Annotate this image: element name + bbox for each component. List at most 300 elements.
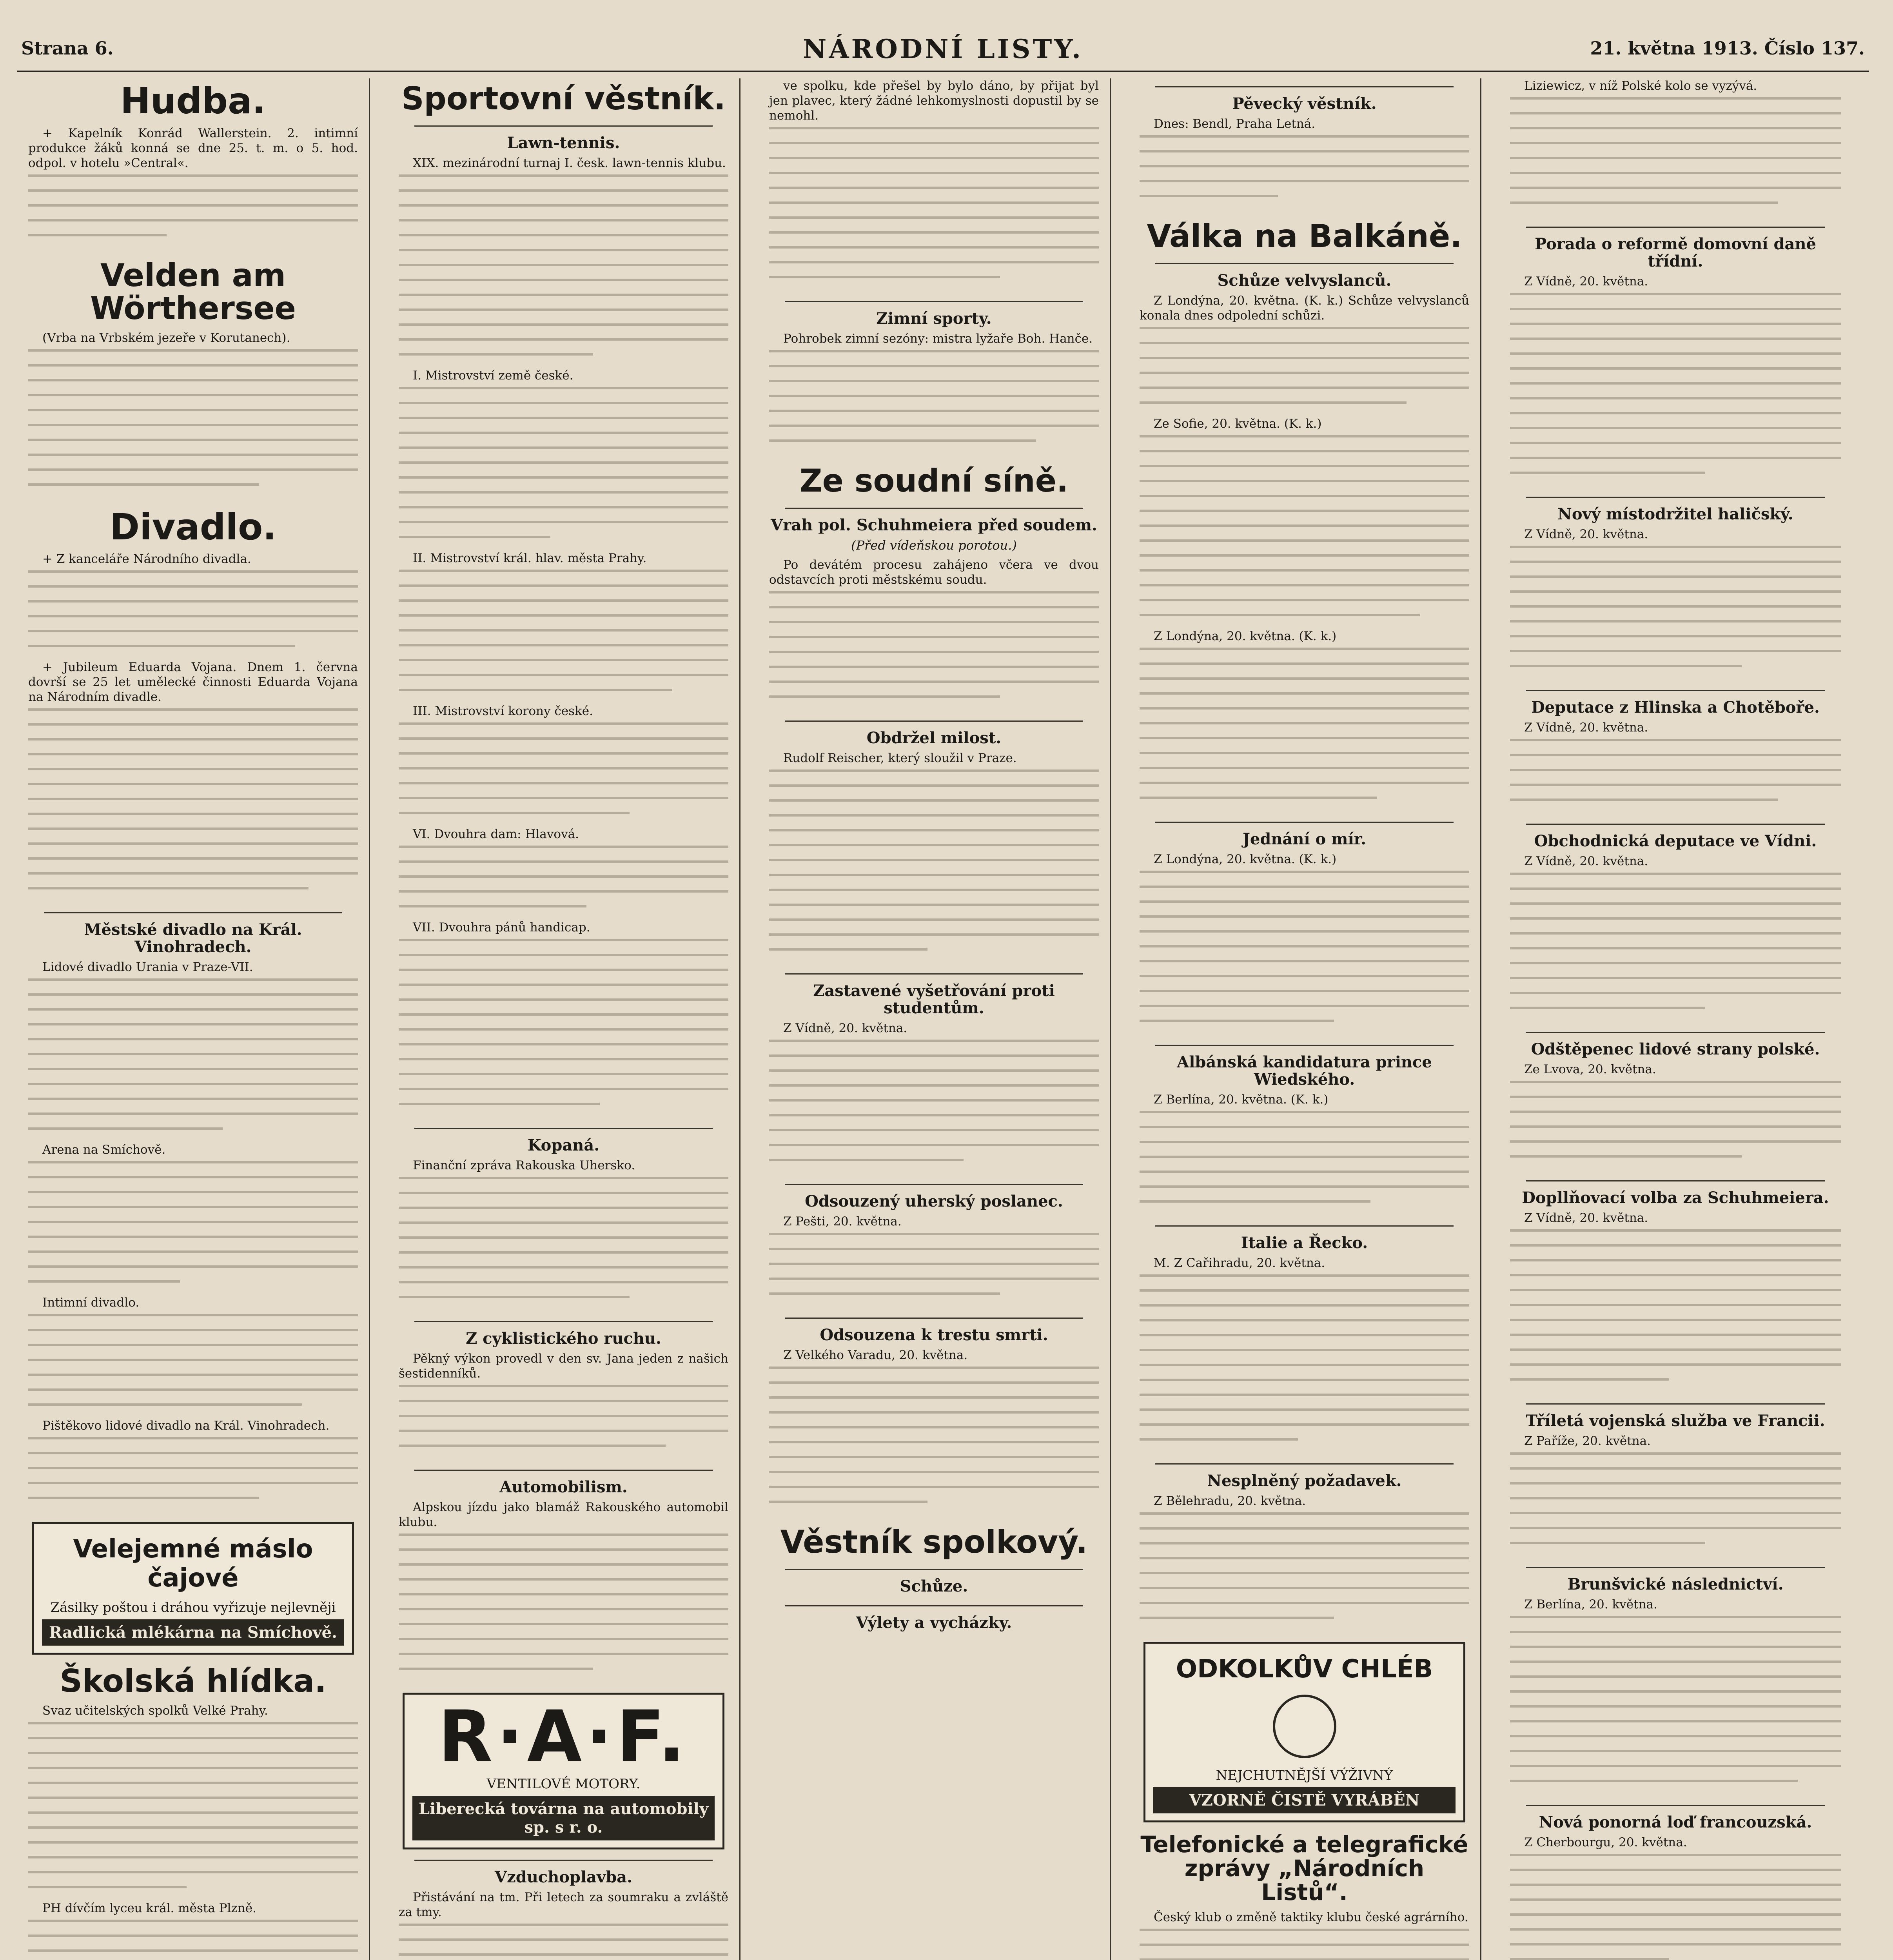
text-line [399, 1013, 728, 1028]
paragraph: Alpskou jízdu jako blamáž Rakouského automobil klubu. [399, 1500, 728, 1529]
text-line [28, 1265, 358, 1280]
text-line [1510, 1081, 1841, 1096]
emblem-icon [1273, 1695, 1336, 1758]
paragraph: Arena na Smíchově. [42, 1143, 166, 1157]
text-line [1140, 401, 1407, 416]
text-line [399, 998, 728, 1013]
text-line [1510, 1869, 1841, 1884]
text-line [769, 1367, 1099, 1381]
text-line [769, 918, 1099, 933]
divider [1155, 86, 1454, 87]
text-line [1510, 1765, 1841, 1780]
text-line [1510, 97, 1841, 112]
text-line [28, 1329, 358, 1344]
text-line [1510, 739, 1841, 754]
text-line [769, 276, 1000, 291]
text-line [28, 1920, 358, 1935]
text-line [769, 1471, 1099, 1486]
text-line [1140, 372, 1469, 387]
text-line [28, 1236, 358, 1250]
text-line [1140, 1602, 1469, 1617]
text-line [1510, 172, 1841, 187]
paragraph: PH dívčím lyceu král. města Plzně. [42, 1901, 256, 1916]
text-line [28, 570, 358, 585]
text-line [769, 127, 1099, 142]
divider [1526, 1805, 1825, 1806]
text-line [1140, 1141, 1469, 1156]
text-line [399, 1221, 728, 1236]
text-line [1140, 1512, 1469, 1527]
text-line [1510, 1497, 1841, 1512]
text-line [1510, 1348, 1841, 1363]
article-headline: Vrah pol. Schuhmeiera před soudem. [771, 516, 1097, 534]
text-line [399, 570, 728, 584]
text-line [1140, 524, 1469, 539]
text-line [1510, 784, 1841, 799]
divider [1526, 227, 1825, 228]
text-line [1510, 1690, 1841, 1705]
paragraph: Český klub o změně taktiky klubu české agrárního. [1154, 1910, 1468, 1924]
text-line [1140, 871, 1469, 886]
text-line [1510, 1661, 1841, 1675]
text-line [399, 219, 728, 234]
text-line [1510, 620, 1841, 635]
article-headline: Odsouzena k trestu smrti. [820, 1326, 1048, 1344]
divider [785, 720, 1083, 722]
text-line [28, 1053, 358, 1068]
paragraph: Ze Lvova, 20. května. [1524, 1062, 1656, 1076]
text-line [399, 491, 728, 506]
text-line [1510, 1289, 1841, 1304]
article [1510, 1032, 1841, 1170]
section-heading: Sportovní věstník. [401, 80, 726, 117]
text-line [28, 1388, 358, 1403]
text-line [1140, 495, 1469, 510]
text-line [769, 1456, 1099, 1471]
text-line [1140, 990, 1469, 1005]
text-line [28, 798, 358, 813]
text-line [1140, 930, 1469, 945]
text-line [399, 189, 728, 204]
divider [1526, 1567, 1825, 1568]
text-line [1510, 1943, 1841, 1958]
divider [1155, 1045, 1454, 1046]
text-line [28, 1221, 358, 1236]
text-line [28, 424, 358, 439]
article [1510, 497, 1841, 680]
section-heading: Telefonické a telegrafické zprávy „Národních Listů“. [1140, 1831, 1468, 1906]
text-line [399, 1668, 593, 1682]
article-headline: Obchodnická deputace ve Vídni. [1534, 832, 1817, 850]
text-line [399, 875, 728, 890]
divider [785, 973, 1083, 975]
text-line [769, 1501, 927, 1515]
text-line [399, 1563, 728, 1578]
text-line [1140, 648, 1469, 662]
newspaper-title: NÁRODNÍ LISTY. [803, 34, 1083, 64]
text-line [769, 231, 1099, 246]
text-line [28, 1856, 358, 1871]
columns [17, 78, 1869, 1960]
text-line [1140, 569, 1469, 584]
article [1510, 1567, 1841, 1795]
text-line [1140, 1200, 1370, 1215]
article-headline: Nesplněný požadavek. [1207, 1472, 1402, 1490]
text-line [1510, 112, 1841, 127]
article-headline: Brunšvické následnictví. [1567, 1575, 1784, 1593]
article [1140, 822, 1469, 1034]
text-line [769, 142, 1099, 157]
text-line [1510, 1928, 1841, 1943]
text-line [769, 157, 1099, 172]
text-line [28, 1797, 358, 1811]
advertisement-butter [32, 1522, 354, 1655]
text-line [28, 600, 358, 615]
text-line [399, 1281, 728, 1296]
text-line [1140, 797, 1377, 811]
text-line [1140, 150, 1469, 165]
article [1510, 1805, 1841, 1960]
text-line [1140, 1334, 1469, 1349]
article-headline: Automobilism. [499, 1478, 628, 1496]
text-line [1140, 1274, 1469, 1289]
text-line [1140, 1304, 1469, 1319]
article-headline: Schůze velvyslanců. [1217, 271, 1392, 290]
text-line [28, 1722, 358, 1737]
text-line [399, 890, 728, 905]
paragraph: Rudolf Reischer, který sloužil v Praze. [783, 751, 1017, 765]
text-line [769, 216, 1099, 231]
text-line [1510, 590, 1841, 605]
text-line [769, 889, 1099, 904]
text-line [769, 1426, 1099, 1441]
article [1510, 824, 1841, 1022]
text-line [28, 842, 358, 857]
divider [1155, 263, 1454, 264]
text-line [1140, 1349, 1469, 1364]
divider [414, 1860, 713, 1861]
text-line [769, 187, 1099, 201]
ad-note: VENTILOVÉ MOTORY. [486, 1776, 641, 1792]
text-line [1140, 677, 1469, 692]
text-line [1140, 165, 1469, 180]
paragraph: Svaz učitelských spolků Velké Prahy. [42, 1704, 268, 1718]
text-line [1140, 1364, 1469, 1379]
text-line [399, 174, 728, 189]
text-line [399, 1593, 728, 1608]
paragraph: Z Pešti, 20. května. [783, 1214, 902, 1229]
paragraph: VI. Dvouhra dam: Hlavová. [413, 827, 579, 841]
text-line [769, 1054, 1099, 1069]
text-line [1140, 752, 1469, 767]
article [769, 1569, 1099, 1595]
article-subtitle: (Před vídeňskou porotou.) [851, 538, 1017, 553]
article-headline: Porada o reformě domovní daně třídní. [1535, 235, 1816, 270]
section-heading: Velden am Wörthersee [90, 257, 296, 327]
text-line [769, 1040, 1099, 1054]
divider [1526, 1403, 1825, 1405]
text-line [28, 738, 358, 753]
text-line [399, 1653, 728, 1668]
ad-banner: Liberecká továrna na automobily sp. s r. o. [412, 1796, 715, 1840]
text-line [769, 1278, 1099, 1292]
text-line [1510, 1631, 1841, 1646]
paragraph: XIX. mezinárodní turnaj I. česk. lawn-tennis klubu. [413, 156, 726, 170]
text-line [1510, 1467, 1841, 1482]
text-line [28, 768, 358, 783]
text-line [769, 829, 1099, 844]
divider [1155, 822, 1454, 823]
text-line [28, 1127, 223, 1142]
article-headline: Zastavené vyšetřování proti studentům. [813, 982, 1055, 1017]
text-line [1510, 1007, 1705, 1022]
article [28, 508, 358, 902]
text-line [769, 350, 1099, 365]
text-line [769, 410, 1099, 425]
divider [414, 125, 713, 127]
text-line [399, 644, 728, 659]
text-line [1140, 539, 1469, 554]
text-line [28, 1452, 358, 1467]
text-line [769, 1114, 1099, 1129]
text-line [1510, 1898, 1841, 1913]
text-line [1510, 917, 1841, 932]
article-headline: Odsouzený uherský poslanec. [805, 1192, 1063, 1210]
page-number: Strana 6. [21, 38, 114, 59]
article-headline: Deputace z Hlinska a Chotěboře. [1531, 698, 1820, 717]
text-line [399, 446, 728, 461]
text-line [769, 651, 1099, 666]
text-line [1510, 442, 1841, 457]
article-headline: Výlety a vycházky. [856, 1613, 1012, 1632]
text-line [399, 1608, 728, 1623]
text-line [28, 454, 358, 468]
section-heading: Ze soudní síně. [799, 463, 1069, 499]
text-line [1510, 1304, 1841, 1319]
ad-banner: VZORNĚ ČISTĚ VYRÁBĚN [1153, 1787, 1456, 1813]
text-line [1140, 1319, 1469, 1334]
text-line [28, 219, 358, 234]
text-line [769, 1411, 1099, 1426]
article-headline: Městské divadlo na Král. Vinohradech. [84, 920, 302, 956]
text-line [399, 782, 728, 797]
article-headline: Odštěpenec lidové strany polské. [1531, 1040, 1820, 1058]
paragraph: Finanční zpráva Rakouska Uhersko. [413, 1158, 635, 1172]
paragraph: Z Vídně, 20. května. [783, 1021, 907, 1035]
article [769, 78, 1099, 291]
article [1140, 220, 1469, 253]
advertisement-bread [1143, 1642, 1465, 1822]
text-line [769, 681, 1099, 695]
text-line [769, 201, 1099, 216]
article-headline: Lawn-tennis. [507, 134, 620, 152]
text-line [769, 1486, 1099, 1501]
text-line [28, 1737, 358, 1752]
paragraph: Z Vídně, 20. května. [1524, 854, 1648, 868]
text-line [1510, 1274, 1841, 1289]
text-line [28, 872, 358, 887]
column-5 [1499, 78, 1852, 1960]
text-line [399, 323, 728, 338]
text-line [769, 439, 1036, 454]
article [28, 912, 358, 1512]
text-line [399, 1385, 728, 1400]
section-heading: Divadlo. [109, 506, 277, 548]
text-line [399, 1548, 728, 1563]
text-line [769, 784, 1099, 799]
divider [785, 1318, 1083, 1319]
divider [1526, 1032, 1825, 1033]
text-line [28, 439, 358, 454]
paragraph: Lidové divadlo Urania v Praze-VII. [42, 960, 253, 975]
text-line [28, 364, 358, 379]
text-line [1510, 1378, 1669, 1393]
article-headline: Zimní sporty. [876, 309, 992, 328]
text-line [769, 425, 1099, 439]
text-line [1510, 1735, 1841, 1750]
text-line [28, 1098, 358, 1112]
text-line [1140, 1572, 1469, 1587]
divider [1526, 1180, 1825, 1181]
text-line [1140, 1617, 1334, 1632]
divider [1526, 690, 1825, 691]
text-line [1510, 1646, 1841, 1661]
text-line [399, 674, 728, 689]
text-line [1510, 1155, 1742, 1170]
text-line [399, 599, 728, 614]
text-line [1140, 480, 1469, 495]
text-line [1510, 397, 1841, 412]
divider [785, 508, 1083, 509]
text-line [399, 1088, 728, 1103]
paragraph: (Vrba na Vrbském jezeře v Korutanech). [42, 330, 290, 345]
divider [785, 1605, 1083, 1606]
text-line [769, 246, 1099, 261]
column-4 [1129, 78, 1481, 1960]
text-line [1140, 960, 1469, 975]
ad-title: Velejemné máslo čajové [73, 1535, 313, 1593]
article-headline: Pěvecký věstník. [1232, 94, 1377, 113]
text-line [1140, 195, 1278, 210]
text-line [769, 695, 1000, 710]
text-line [1510, 293, 1841, 308]
text-line [1510, 754, 1841, 769]
text-line [1510, 992, 1841, 1007]
text-line [399, 614, 728, 629]
article [399, 82, 728, 115]
article-headline: Dopllňovací volba za Schuhmeiera. [1522, 1189, 1829, 1207]
article [1510, 690, 1841, 813]
text-line [28, 468, 358, 483]
paragraph: Z Vídně, 20. května. [1524, 720, 1648, 735]
paragraph: Z Cherbourgu, 20. května. [1524, 1835, 1687, 1849]
text-line [1510, 769, 1841, 784]
text-line [769, 1396, 1099, 1411]
text-line [1140, 357, 1469, 372]
article [1140, 263, 1469, 811]
text-line [28, 978, 358, 993]
paragraph: ve spolku, kde přešel by bylo dáno, by přijat byl jen plavec, který žádné lehkomyslnosti dopustil by se nemohl. [769, 79, 1099, 123]
text-line [399, 752, 728, 767]
text-line [1510, 1705, 1841, 1720]
paragraph: Dnes: Bendl, Praha Letná. [1154, 117, 1316, 131]
section-heading: Válka na Balkáně. [1147, 218, 1462, 254]
text-line [28, 204, 358, 219]
text-line [28, 1497, 259, 1512]
divider [414, 1128, 713, 1129]
text-line [28, 174, 358, 189]
text-line [1510, 1125, 1841, 1140]
divider [785, 1184, 1083, 1185]
article-headline: Jednání o mír. [1243, 830, 1366, 848]
text-line [28, 1403, 302, 1418]
text-line [28, 1467, 358, 1482]
text-line [1140, 510, 1469, 524]
text-line [399, 1623, 728, 1638]
text-line [399, 860, 728, 875]
text-line [399, 812, 630, 827]
section-heading: Věstník spolkový. [780, 1524, 1088, 1560]
text-line [1510, 367, 1841, 382]
article [1140, 86, 1469, 210]
text-line [1510, 427, 1841, 442]
paragraph: I. Mistrovství země české. [413, 368, 574, 383]
article [1140, 1045, 1469, 1215]
text-line [28, 1023, 358, 1038]
text-line [1510, 412, 1841, 427]
text-line [399, 1924, 728, 1938]
text-line [1510, 142, 1841, 157]
text-line [1510, 1675, 1841, 1690]
text-line [769, 1441, 1099, 1456]
paragraph: Z Berlína, 20. května. (K. k.) [1154, 1093, 1329, 1107]
column-1 [17, 78, 370, 1960]
ad-banner: Radlická mlékárna na Smíchově. [42, 1619, 344, 1646]
text-line [1510, 605, 1841, 620]
article [1510, 227, 1841, 486]
text-line [399, 338, 728, 353]
article [769, 508, 1099, 710]
paragraph: Z Vídně, 20. května. [1524, 274, 1648, 289]
text-line [399, 521, 728, 536]
text-line [399, 1938, 728, 1953]
section-heading: Hudba. [120, 80, 266, 122]
article [399, 1321, 728, 1459]
text-line [1510, 187, 1841, 201]
text-line [28, 1112, 358, 1127]
text-line [28, 887, 309, 902]
text-line [1140, 180, 1469, 195]
divider [1155, 1463, 1454, 1465]
text-line [1140, 1111, 1469, 1126]
text-line [28, 1161, 358, 1176]
text-line [399, 584, 728, 599]
text-line [28, 1038, 358, 1053]
text-line [28, 1374, 358, 1388]
text-line [1140, 1557, 1469, 1572]
text-line [399, 417, 728, 432]
paragraph: M. Z Cařihradu, 20. května. [1154, 1256, 1325, 1270]
text-line [1140, 1379, 1469, 1394]
text-line [769, 859, 1099, 874]
text-line [399, 1103, 600, 1118]
text-line [399, 629, 728, 644]
article [399, 125, 728, 1118]
text-line [1140, 1005, 1469, 1020]
text-line [399, 939, 728, 954]
text-line [1510, 1229, 1841, 1244]
text-line [1140, 1394, 1469, 1408]
